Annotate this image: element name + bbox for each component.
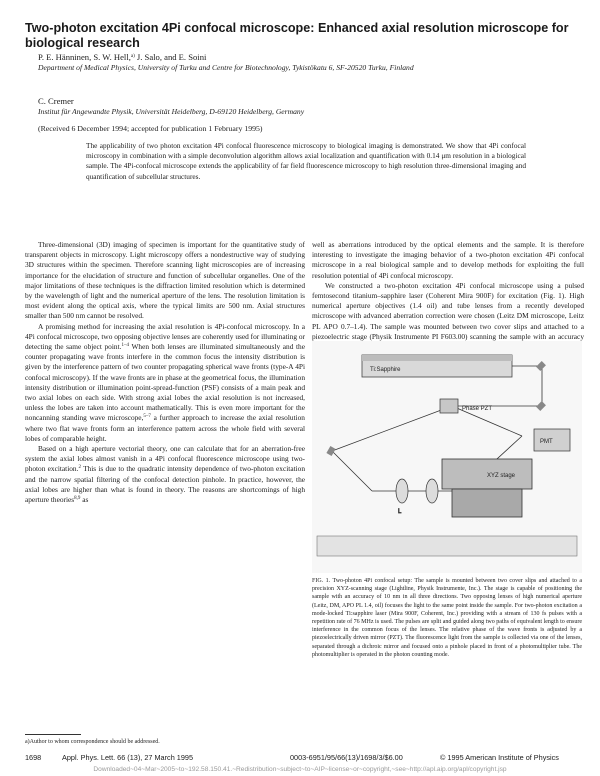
received-dates: (Received 6 December 1994; accepted for publication 1 February 1995)	[38, 124, 263, 133]
xyz-stage	[442, 459, 532, 517]
footnote: a)Author to whom correspondence should be addressed.	[25, 739, 160, 745]
author-line-2: C. Cremer	[38, 96, 74, 106]
laser-label: Ti:Sapphire	[370, 367, 401, 373]
copyright: © 1995 American Institute of Physics	[440, 753, 559, 762]
issn-code: 0003-6951/95/66(13)/1698/3/$6.00	[290, 753, 403, 762]
right-column	[312, 240, 584, 352]
abstract: The applicability of two photon excitation 4Pi confocal fluorescence microscopy to biological imaging is demonstrated. We show that 4Pi confocal microscopy in combination with a simple deconvolution algorithm allows axial localization and quantification with 0.14 μm resolution in a biological sample. The 4Pi-confocal microscope extends the applicability of far field fluorescence microscopy to high resolution three-dimensional imaging and quantification of subcellular structures.	[86, 141, 526, 181]
figure-caption: FIG. 1. Two-photon 4Pi confocal setup: The sample is mounted between two cover slips and attached to a precision XYZ-scanning stage (Lightline, Physik Instrumente, Inc.). The stage is capable of positioning the sample with an accuracy of 10 nm in all three directions. Two opposing lenses of high numerical aperture (Leitz, DM, APO PL 1.4, oil) focuses the light to the same point inside the sample. For two-photon excitation a mode-locked Ti:sapphire laser (Mira 900F, Coherent, Inc.) providing with a stream of 130 fs pulses with a repetition rate of 76 MHz is used. The pulses are split and guided along two paths of equivalent length to ensure interference in the common focus of the lenses. The relative phase of the wave fronts is adjusted by a piezoelectrically driven mirror (PZT). The fluorescence light from the sample is collected via one of the lenses, separated through a dichroic mirror and focused onto a pinhole placed in front of a photomultiplier tube. The photomultiplier is operated in the photon counting mode.	[312, 578, 582, 658]
paragraph: well as aberrations introduced by the optical elements and the sample. It is therefore interesting to investigate the imaging behavior of a two-photon excitation 4Pi confocal microscope in a real biological sample and to develop methods for exploiting the full resolution potential of 4Pi confocal microscopy.	[312, 240, 584, 280]
paragraph: We constructed a two-photon excitation 4Pi confocal microscope using a pulsed femtosecond titanium–sapphire laser (Coherent Mira 900F) for excitation (Fig. 1). High numerical aperture objectives (1.4 oil) and tube lenses from a recently developed microscope with advanced aberration correction were chosen (Leitz DM microscope, Leitz PL APO 0.7–1.4). The sample was mounted between two cover slips and attached to a piezoelectric stage (Physik Instrumente PI F603.00) scanning the sample with an accuracy	[312, 280, 584, 341]
left-column	[25, 240, 305, 505]
author-names-rest: J. Salo, and E. Soini	[134, 52, 207, 62]
affiliation-1: Department of Medical Physics, University of Turku and Centre for Biotechnology, Tykistökatu 6, SF-20520 Turku, Finland	[38, 63, 414, 72]
stage-label: XYZ stage	[487, 473, 516, 479]
paragraph: Based on a high aperture vectorial theory, one can calculate that for an aberration-free system the axial lobes almost vanish in a 4Pi confocal fluorescence microscope using two-photon excitation.$^2$ This is due to the quadratic intensity dependence of two-photon excitation and the narrow spatial filtering of the confocal detection pinhole. In practice, however, the axial lobes are higher than what is found in theory. The reasons are shortcomings of high aperture theories$^{8,9}$ as	[25, 444, 306, 505]
footnote-divider	[25, 734, 81, 735]
author-names: P. E. Hänninen, S. W. Hell,	[38, 52, 131, 62]
photomultiplier	[534, 429, 570, 451]
paragraph: Three-dimensional (3D) imaging of specimen is important for the quantitative study of transparent objects in microscopy. Light microscopy offers a nondestructive way of studying 3D structures within the specimen. Therefore scanning light microscopies are of increasing importance for the elucidation of structure and function of subcellular organelles. One of the major limitations of these techniques is the diffraction limited resolution which is determined by the wavelength of light and the numerical aperture of the lens. The resolution limitation is most evident along the optical axis, where the typical limits are 500 nm. Axial structures smaller than 500 nm cannot be resolved.	[25, 240, 305, 321]
pzt-label: Phase PZT	[462, 406, 493, 412]
paragraph: A promising method for increasing the axial resolution is 4Pi-confocal microscopy. In a 4Pi confocal microscope, two opposing objective lenses are coherently used for illuminating or detecting the same object point.$^{1-4}$ When both lenses are illuminated simultaneously and the counter propagating wave fronts interfere in the common focus the intensity distribution is given by the interference pattern of two counter propagating spherical wave fronts (type-A 4Pi confocal microscopy). If the wave fronts are in phase at the geometrical focus, the illumination intensity distribution or illumination point-spread-function (PSF) consists of a main peak and two axial lobes on each side. With strong axial lobes the axial resolution is not increased, unless the lobes are taken into account mathematically. This is even more important for the noncanning standing wave microscope,$^{5-7}$ a further approach to increase the axial resolution where two flat wave fronts form an interference pattern across the whole field with several lobes of comparable height.	[25, 321, 305, 443]
optical-table	[317, 536, 577, 556]
figure-1-setup-schematic	[312, 341, 582, 573]
journal-citation: Appl. Phys. Lett. 66 (13), 27 March 1995	[62, 753, 194, 762]
paper-title: Two-photon excitation 4Pi confocal microscope: Enhanced axial resolution microscope for biological research	[25, 21, 569, 50]
author-line-1	[38, 52, 568, 63]
download-notice: Downloaded~04~Mar~2005~to~192.58.150.41.~Redistribution~subject~to~AIP~license~or~copyright,~see~http://apl.aip.org/apl/copyright.jsp	[93, 766, 507, 773]
author-footnote-mark: a)	[130, 54, 135, 59]
setup-diagram	[312, 341, 582, 573]
page-number: 1698	[25, 753, 42, 762]
pmt-label: PMT	[540, 439, 553, 445]
laser-unit	[362, 355, 512, 377]
lens-label: L	[398, 509, 402, 515]
affiliation-2: Institut für Angewandte Physik, Universität Heidelberg, D-69120 Heidelberg, Germany	[38, 107, 305, 116]
